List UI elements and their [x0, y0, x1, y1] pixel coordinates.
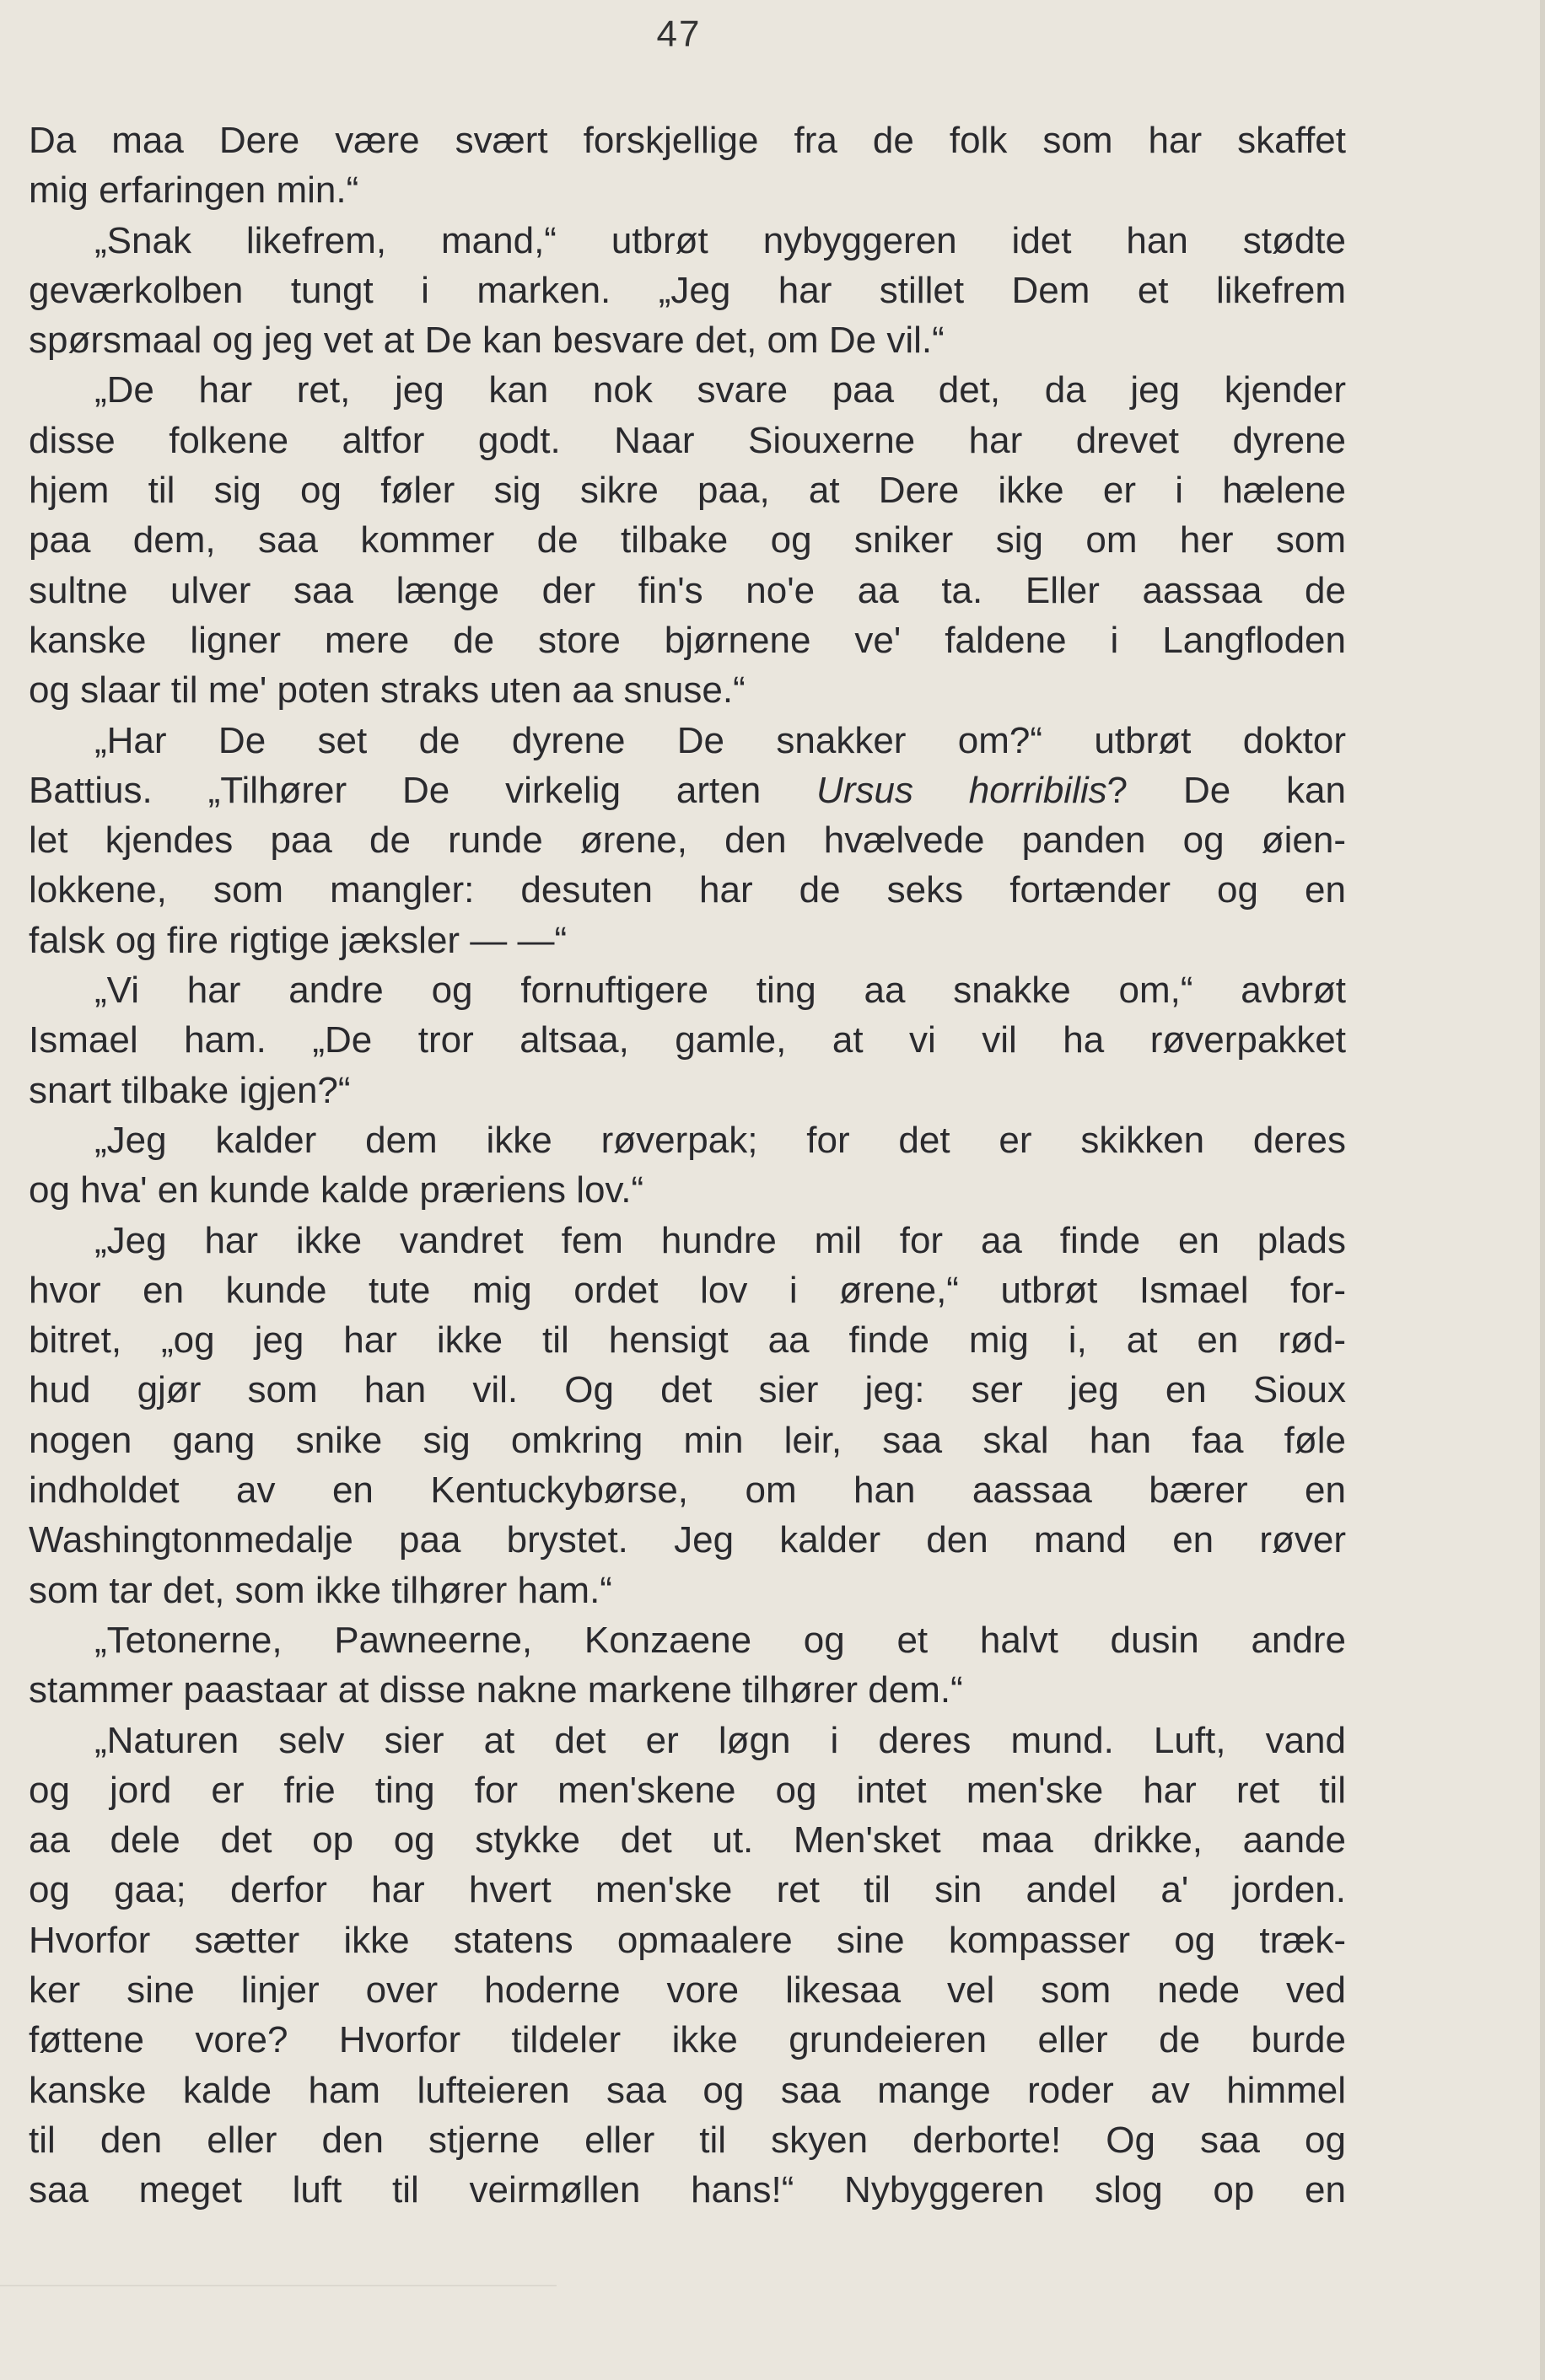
text-line: Da maa Dere være svært forskjellige fra de folk som har skaffet [29, 120, 1346, 161]
text-line: ker sine linjer over hoderne vore likesaa vel som nede ved [29, 1969, 1346, 2011]
text-line: sultne ulver saa længe der fin's no'e aa ta. Eller aassaa de [29, 569, 1346, 611]
text-line: kanske kalde ham lufteieren saa og saa mange roder av himmel [29, 2069, 1346, 2111]
text-line: disse folkene altfor godt. Naar Siouxerne har drevet dyrene [29, 419, 1346, 461]
text-segment: ? De kan [1106, 769, 1346, 811]
text-line: bitret, „og jeg har ikke til hensigt aa finde mig i, at en rød- [29, 1319, 1346, 1362]
page-fold-mark [0, 2285, 557, 2286]
text-line: „Jeg kalder dem ikke røverpak; for det er skikken deres [94, 1119, 1346, 1161]
text-line: Washingtonmedalje paa brystet. Jeg kalder den mand en røver [29, 1519, 1346, 1561]
text-line: hud gjør som han vil. Og det sier jeg: ser jeg en Sioux [29, 1369, 1346, 1411]
text-line: falsk og fire rigtige jæksler — —“ [29, 919, 568, 961]
text-line [29, 766, 1346, 815]
text-line: og slaar til me' poten straks uten aa snuse.“ [29, 669, 746, 712]
text-line: føttene vore? Hvorfor tildeler ikke grundeieren eller de burde [29, 2019, 1346, 2061]
text-line: saa meget luft til veirmøllen hans!“ Nybyggeren slog op en [29, 2169, 1346, 2211]
text-line: indholdet av en Kentuckybørse, om han aassaa bærer en [29, 1469, 1346, 1512]
text-line: „Har De set de dyrene De snakker om?“ utbrøt doktor [94, 719, 1346, 761]
body-text [29, 116, 1346, 2215]
text-line: og gaa; derfor har hvert men'ske ret til sin andel a' jorden. [29, 1869, 1346, 1911]
text-line: mig erfaringen min.“ [29, 169, 359, 212]
page-number: 47 [656, 13, 702, 55]
text-line: stammer paastaar at disse nakne markene tilhører dem.“ [29, 1669, 963, 1711]
text-line: let kjendes paa de runde ørene, den hvælvede panden og øien- [29, 819, 1346, 862]
text-line: Hvorfor sætter ikke statens opmaalere sine kompasser og træk- [29, 1919, 1346, 1961]
text-line: nogen gang snike sig omkring min leir, saa skal han faa føle [29, 1419, 1346, 1461]
text-line: Ismael ham. „De tror altsaa, gamle, at vi vil ha røverpakket [29, 1019, 1346, 1061]
text-line: lokkene, som mangler: desuten har de seks fortænder og en [29, 869, 1346, 911]
text-line: til den eller den stjerne eller til skyen derborte! Og saa og [29, 2119, 1346, 2161]
text-line: geværkolben tungt i marken. „Jeg har stillet Dem et likefrem [29, 269, 1346, 311]
text-line: „Vi har andre og fornuftigere ting aa snakke om,“ avbrøt [94, 970, 1346, 1012]
text-line: „Naturen selv sier at det er løgn i deres mund. Luft, vand [94, 1719, 1346, 1761]
page-edge [1540, 0, 1545, 2380]
text-line: paa dem, saa kommer de tilbake og sniker sig om her som [29, 519, 1346, 561]
text-line: hjem til sig og føler sig sikre paa, at Dere ikke er i hælene [29, 470, 1346, 512]
text-line: „Snak likefrem, mand,“ utbrøt nybyggeren idet han stødte [94, 219, 1346, 261]
text-line: kanske ligner mere de store bjørnene ve' faldene i Langfloden [29, 619, 1346, 661]
text-line: „De har ret, jeg kan nok svare paa det, da jeg kjender [94, 369, 1346, 411]
text-line: og jord er frie ting for men'skene og intet men'ske har ret til [29, 1769, 1346, 1811]
text-line: aa dele det op og stykke det ut. Men'sket maa drikke, aande [29, 1819, 1346, 1862]
text-line: „Jeg har ikke vandret fem hundre mil for aa finde en plads [94, 1219, 1346, 1261]
text-line: „Tetonerne, Pawneerne, Konzaene og et halvt dusin andre [94, 1619, 1346, 1661]
text-line: hvor en kunde tute mig ordet lov i ørene,“ utbrøt Ismael for- [29, 1269, 1346, 1311]
text-line: snart tilbake igjen?“ [29, 1069, 351, 1111]
text-line: og hva' en kunde kalde præriens lov.“ [29, 1169, 644, 1211]
text-segment: Battius. „Tilhører De virkelig arten [29, 769, 817, 811]
text-line: som tar det, som ikke tilhører ham.“ [29, 1569, 612, 1611]
italic-species-name: Ursus horribilis [816, 769, 1107, 811]
text-line: spørsmaal og jeg vet at De kan besvare det, om De vil.“ [29, 320, 945, 362]
